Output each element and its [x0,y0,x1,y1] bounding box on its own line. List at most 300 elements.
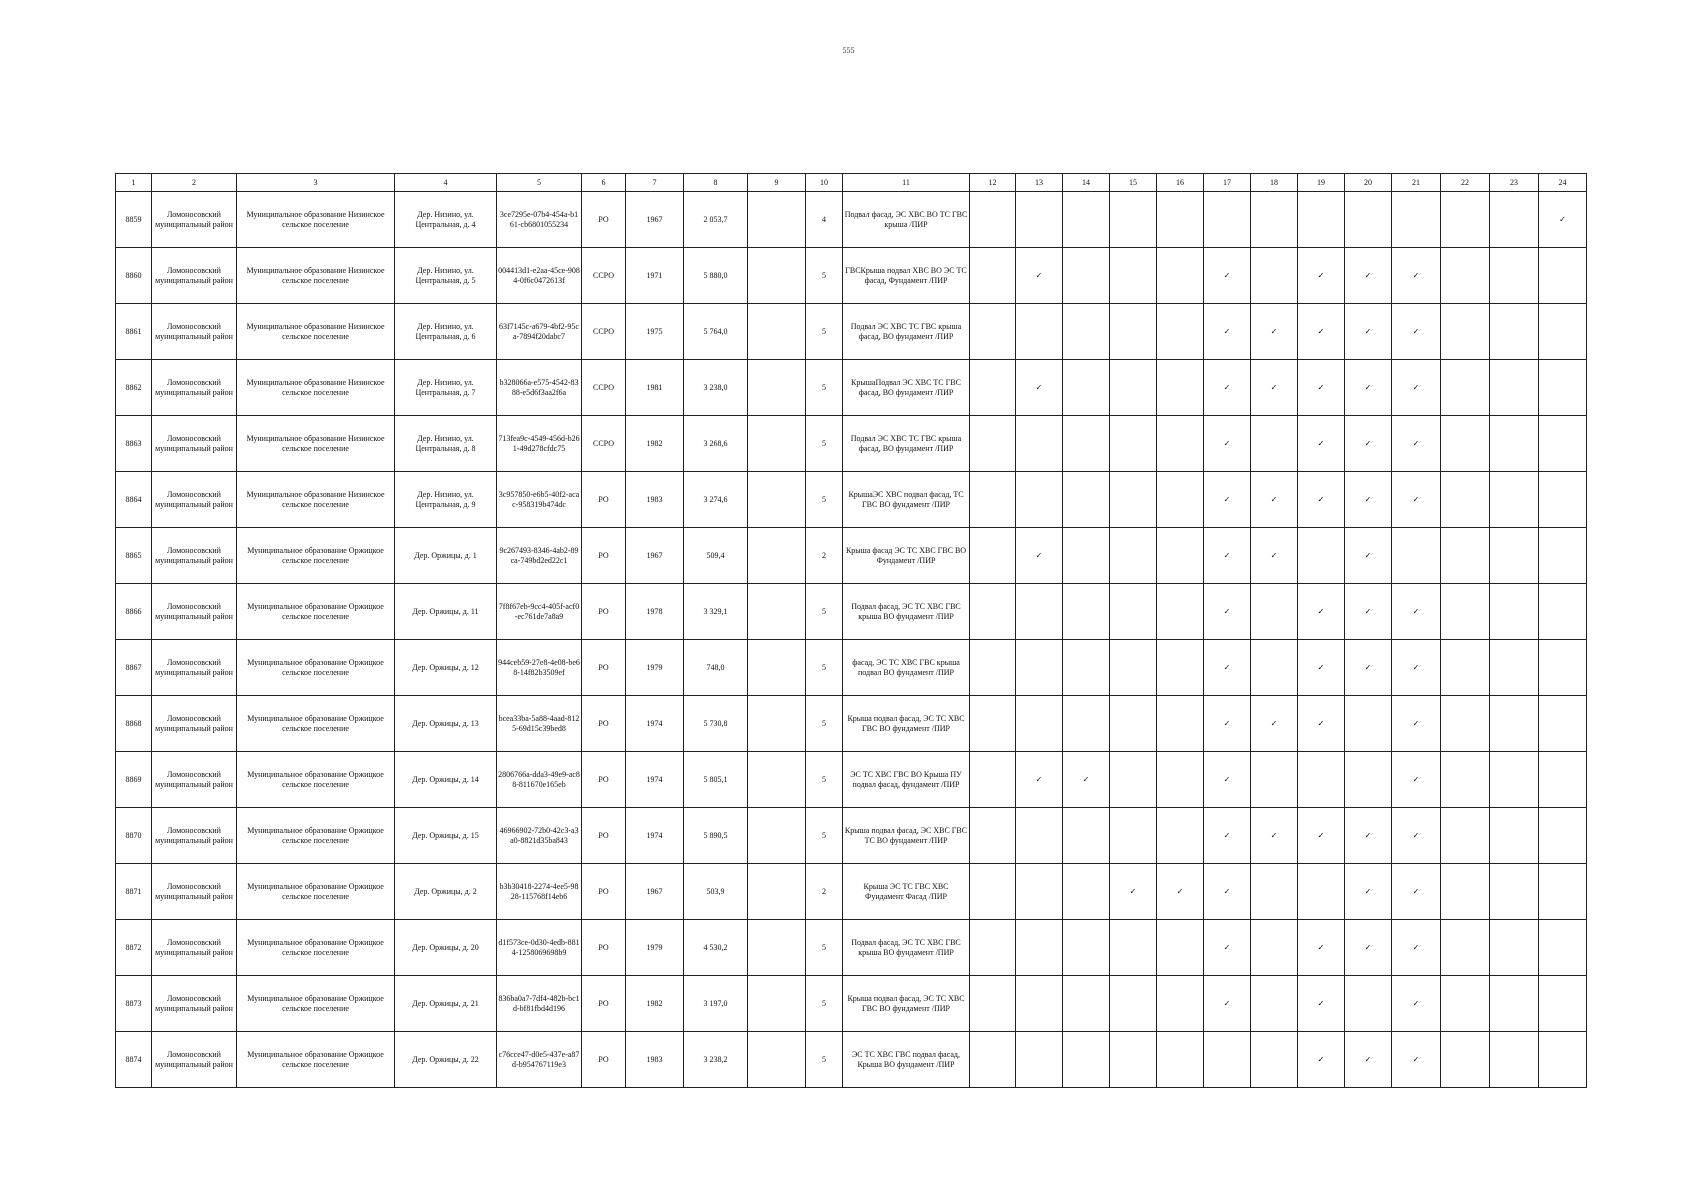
cell-num: 8862 [116,360,152,416]
empty-cell [1251,1032,1298,1088]
empty-cell [1441,416,1490,472]
empty-cell [1110,976,1157,1032]
column-header: 7 [626,174,684,192]
cell-type: РО [582,1032,626,1088]
cell-district: Ломоносовский муниципальный район [152,752,237,808]
column-header: 15 [1110,174,1157,192]
empty-cell [1251,640,1298,696]
check-mark: ✓ [1392,864,1441,920]
table-row [116,640,1587,696]
empty-cell [1490,192,1539,248]
check-mark: ✓ [1392,920,1441,976]
empty-cell [1063,640,1110,696]
cell-floors: 5 [806,920,843,976]
cell-municipality: Муниципальное образование Низинское сельское поселение [237,248,395,304]
cell-municipality: Муниципальное образование Оржицкое сельское поселение [237,752,395,808]
empty-cell [1490,584,1539,640]
empty-cell [1157,304,1204,360]
check-mark: ✓ [1204,976,1251,1032]
check-mark: ✓ [1204,360,1251,416]
cell-c9 [748,696,806,752]
cell-guid: 46966902-72b0-42c3-a3a0-8821d35ba843 [497,808,582,864]
empty-cell [1539,864,1587,920]
empty-cell [1441,584,1490,640]
cell-guid: 836ba0a7-7df4-482b-bc1d-bf81fbd4d196 [497,976,582,1032]
cell-floors: 5 [806,640,843,696]
empty-cell [1345,976,1392,1032]
cell-municipality: Муниципальное образование Оржицкое сельское поселение [237,584,395,640]
empty-cell [970,808,1016,864]
cell-address: Дер. Оржицы, д. 14 [395,752,497,808]
empty-cell [1157,528,1204,584]
empty-cell [1441,248,1490,304]
check-mark: ✓ [1298,920,1345,976]
check-mark: ✓ [1298,1032,1345,1088]
table-row [116,528,1587,584]
empty-cell [1157,472,1204,528]
empty-cell [970,1032,1016,1088]
check-mark: ✓ [1251,472,1298,528]
cell-address: Дер. Низино, ул. Центральная, д. 9 [395,472,497,528]
cell-district: Ломоносовский муниципальный район [152,976,237,1032]
empty-cell [1539,1032,1587,1088]
cell-c9 [748,248,806,304]
cell-floors: 5 [806,304,843,360]
cell-works: Подвал фасад, ЭС ТС ХВС ГВС крыша ВО фундамент /ПИР [843,920,970,976]
check-mark: ✓ [1204,752,1251,808]
cell-address: Дер. Оржицы, д. 12 [395,640,497,696]
check-mark: ✓ [1539,192,1587,248]
cell-guid: b3b30418-2274-4ee5-9828-115768f14eb6 [497,864,582,920]
cell-works: Крыша фасад ЭС ТС ХВС ГВС ВО Фундамент /ПИР [843,528,970,584]
cell-type: РО [582,192,626,248]
cell-num: 8864 [116,472,152,528]
cell-c9 [748,192,806,248]
cell-floors: 5 [806,248,843,304]
empty-cell [1110,304,1157,360]
column-header: 9 [748,174,806,192]
empty-cell [1110,472,1157,528]
check-mark: ✓ [1110,864,1157,920]
empty-cell [1539,304,1587,360]
cell-works: Крыша ЭС ТС ГВС ХВС Фундамент Фасад /ПИР [843,864,970,920]
empty-cell [1392,192,1441,248]
empty-cell [1063,472,1110,528]
cell-guid: c76cce47-d0e5-437e-a87d-b954767119e3 [497,1032,582,1088]
cell-num: 8863 [116,416,152,472]
empty-cell [970,248,1016,304]
empty-cell [1110,584,1157,640]
cell-c9 [748,360,806,416]
check-mark: ✓ [1392,1032,1441,1088]
empty-cell [1539,920,1587,976]
cell-area: 509,4 [684,528,748,584]
cell-municipality: Муниципальное образование Оржицкое сельское поселение [237,640,395,696]
cell-district: Ломоносовский муниципальный район [152,416,237,472]
check-mark: ✓ [1345,248,1392,304]
cell-area: 5 764,0 [684,304,748,360]
check-mark: ✓ [1298,696,1345,752]
cell-area: 5 880,0 [684,248,748,304]
empty-cell [1539,248,1587,304]
cell-type: РО [582,752,626,808]
column-header: 20 [1345,174,1392,192]
cell-district: Ломоносовский муниципальный район [152,640,237,696]
column-header: 4 [395,174,497,192]
column-header: 17 [1204,174,1251,192]
check-mark: ✓ [1298,808,1345,864]
cell-address: Дер. Оржицы, д. 2 [395,864,497,920]
empty-cell [1490,696,1539,752]
check-mark: ✓ [1298,976,1345,1032]
cell-municipality: Муниципальное образование Оржицкое сельское поселение [237,696,395,752]
cell-works: Подвал ЭС ХВС ТС ГВС крыша фасад, ВО фундамент /ПИР [843,304,970,360]
cell-works: Крыша подвал фасад, ЭС ХВС ГВС ТС ВО фундамент /ПИР [843,808,970,864]
cell-num: 8866 [116,584,152,640]
cell-address: Дер. Низино, ул. Центральная, д. 8 [395,416,497,472]
table-row [116,808,1587,864]
empty-cell [1539,640,1587,696]
check-mark: ✓ [1345,640,1392,696]
table-row [116,976,1587,1032]
empty-cell [1490,976,1539,1032]
empty-cell [1539,528,1587,584]
empty-cell [1157,640,1204,696]
cell-works: Подвал фасад, ЭС ТС ХВС ГВС крыша ВО фундамент /ПИР [843,584,970,640]
empty-cell [1016,920,1063,976]
cell-type: РО [582,864,626,920]
empty-cell [1157,360,1204,416]
empty-cell [1063,360,1110,416]
cell-area: 3 197,0 [684,976,748,1032]
cell-guid: d1f573ce-0d30-4edb-8814-1258069698b9 [497,920,582,976]
empty-cell [1441,1032,1490,1088]
empty-cell [1490,360,1539,416]
empty-cell [1110,192,1157,248]
empty-cell [1063,584,1110,640]
column-header: 24 [1539,174,1587,192]
table-row [116,696,1587,752]
cell-floors: 2 [806,864,843,920]
register-table [115,173,1587,1088]
empty-cell [1539,976,1587,1032]
column-header: 13 [1016,174,1063,192]
check-mark: ✓ [1016,248,1063,304]
check-mark: ✓ [1298,248,1345,304]
empty-cell [1490,248,1539,304]
empty-cell [1063,864,1110,920]
table-body [116,192,1587,1088]
column-header: 10 [806,174,843,192]
cell-district: Ломоносовский муниципальный район [152,696,237,752]
cell-address: Дер. Низино, ул. Центральная, д. 4 [395,192,497,248]
empty-cell [1157,752,1204,808]
cell-floors: 5 [806,584,843,640]
empty-cell [1157,808,1204,864]
empty-cell [1490,752,1539,808]
cell-year: 1979 [626,640,684,696]
empty-cell [1016,696,1063,752]
cell-district: Ломоносовский муниципальный район [152,248,237,304]
cell-year: 1974 [626,696,684,752]
empty-cell [1441,640,1490,696]
cell-year: 1983 [626,472,684,528]
empty-cell [1441,752,1490,808]
empty-cell [1157,920,1204,976]
empty-cell [1063,920,1110,976]
table-row [116,920,1587,976]
empty-cell [1490,1032,1539,1088]
column-header: 12 [970,174,1016,192]
empty-cell [1110,360,1157,416]
empty-cell [970,752,1016,808]
empty-cell [1298,752,1345,808]
check-mark: ✓ [1204,920,1251,976]
cell-floors: 2 [806,528,843,584]
cell-address: Дер. Оржицы, д. 13 [395,696,497,752]
table-row [116,752,1587,808]
column-header: 2 [152,174,237,192]
cell-num: 8870 [116,808,152,864]
column-header: 22 [1441,174,1490,192]
cell-year: 1974 [626,752,684,808]
cell-area: 5 890,5 [684,808,748,864]
empty-cell [1110,752,1157,808]
empty-cell [970,416,1016,472]
empty-cell [1063,416,1110,472]
cell-num: 8860 [116,248,152,304]
empty-cell [1441,808,1490,864]
check-mark: ✓ [1251,528,1298,584]
cell-works: Подвал ЭС ХВС ТС ГВС крыша фасад, ВО фундамент /ПИР [843,416,970,472]
cell-area: 3 329,1 [684,584,748,640]
empty-cell [1157,976,1204,1032]
cell-c9 [748,864,806,920]
cell-year: 1982 [626,416,684,472]
cell-num: 8874 [116,1032,152,1088]
cell-num: 8867 [116,640,152,696]
cell-year: 1975 [626,304,684,360]
cell-district: Ломоносовский муниципальный район [152,864,237,920]
empty-cell [1063,192,1110,248]
empty-cell [1441,864,1490,920]
column-header: 11 [843,174,970,192]
cell-district: Ломоносовский муниципальный район [152,584,237,640]
check-mark: ✓ [1204,640,1251,696]
cell-area: 2 053,7 [684,192,748,248]
cell-guid: 3ce7295e-07b4-454a-b161-cb6801055234 [497,192,582,248]
check-mark: ✓ [1345,920,1392,976]
empty-cell [970,864,1016,920]
cell-area: 3 274,6 [684,472,748,528]
cell-type: ССРО [582,360,626,416]
empty-cell [1063,696,1110,752]
empty-cell [1345,752,1392,808]
empty-cell [1110,696,1157,752]
cell-floors: 4 [806,192,843,248]
empty-cell [1110,808,1157,864]
cell-floors: 5 [806,360,843,416]
cell-c9 [748,304,806,360]
cell-municipality: Муниципальное образование Оржицкое сельское поселение [237,1032,395,1088]
cell-district: Ломоносовский муниципальный район [152,192,237,248]
check-mark: ✓ [1016,360,1063,416]
empty-cell [970,192,1016,248]
empty-cell [1298,528,1345,584]
cell-municipality: Муниципальное образование Оржицкое сельское поселение [237,528,395,584]
check-mark: ✓ [1298,472,1345,528]
empty-cell [1441,472,1490,528]
cell-works: Крыша подвал фасад, ЭС ТС ХВС ГВС ВО фундамент /ПИР [843,976,970,1032]
cell-municipality: Муниципальное образование Низинское сельское поселение [237,304,395,360]
cell-num: 8872 [116,920,152,976]
header-row [116,174,1587,192]
cell-year: 1982 [626,976,684,1032]
check-mark: ✓ [1298,416,1345,472]
empty-cell [1539,808,1587,864]
check-mark: ✓ [1298,640,1345,696]
cell-guid: 004413d1-e2aa-45ce-9084-0f6c0472613f [497,248,582,304]
empty-cell [1251,584,1298,640]
empty-cell [1392,528,1441,584]
empty-cell [1157,416,1204,472]
empty-cell [1345,696,1392,752]
check-mark: ✓ [1251,360,1298,416]
empty-cell [1539,752,1587,808]
cell-municipality: Муниципальное образование Оржицкое сельское поселение [237,808,395,864]
check-mark: ✓ [1392,976,1441,1032]
empty-cell [1441,192,1490,248]
empty-cell [1539,696,1587,752]
cell-floors: 5 [806,1032,843,1088]
cell-works: ЭС ТС ХВС ГВС подвал фасад, Крыша ВО фундамент /ПИР [843,1032,970,1088]
cell-area: 5 805,1 [684,752,748,808]
empty-cell [1441,696,1490,752]
column-header: 14 [1063,174,1110,192]
empty-cell [1063,1032,1110,1088]
empty-cell [1539,360,1587,416]
empty-cell [1157,1032,1204,1088]
empty-cell [1157,248,1204,304]
cell-num: 8873 [116,976,152,1032]
cell-year: 1971 [626,248,684,304]
empty-cell [970,976,1016,1032]
cell-address: Дер. Низино, ул. Центральная, д. 5 [395,248,497,304]
check-mark: ✓ [1204,304,1251,360]
cell-address: Дер. Низино, ул. Центральная, д. 7 [395,360,497,416]
cell-district: Ломоносовский муниципальный район [152,472,237,528]
check-mark: ✓ [1204,248,1251,304]
cell-area: 5 730,8 [684,696,748,752]
cell-floors: 5 [806,416,843,472]
check-mark: ✓ [1204,864,1251,920]
cell-works: ГВСКрыша подвал ХВС ВО ЭС ТС фасад, Фундамент /ПИР [843,248,970,304]
cell-type: ССРО [582,304,626,360]
cell-num: 8861 [116,304,152,360]
empty-cell [1441,360,1490,416]
cell-guid: b328066a-e575-4542-8388-e5d6f3aa2f6a [497,360,582,416]
cell-type: РО [582,584,626,640]
cell-year: 1978 [626,584,684,640]
column-header: 1 [116,174,152,192]
empty-cell [1251,248,1298,304]
empty-cell [1016,976,1063,1032]
cell-works: Крыша подвал фасад, ЭС ТС ХВС ГВС ВО фундамент /ПИР [843,696,970,752]
cell-guid: 2806766a-dda3-49e9-ac88-811670e165eb [497,752,582,808]
cell-works: ЭС ТС ХВС ГВС ВО Крыша ПУ подвал фасад, фундамент /ПИР [843,752,970,808]
empty-cell [1490,528,1539,584]
cell-area: 3 238,0 [684,360,748,416]
empty-cell [1016,304,1063,360]
empty-cell [1251,920,1298,976]
empty-cell [1251,976,1298,1032]
cell-floors: 5 [806,752,843,808]
cell-address: Дер. Оржицы, д. 22 [395,1032,497,1088]
check-mark: ✓ [1298,304,1345,360]
cell-c9 [748,752,806,808]
cell-type: РО [582,920,626,976]
cell-municipality: Муниципальное образование Низинское сельское поселение [237,360,395,416]
cell-guid: 9c267493-8346-4ab2-89ca-749bd2ed22c1 [497,528,582,584]
check-mark: ✓ [1392,416,1441,472]
empty-cell [1016,472,1063,528]
empty-cell [1298,864,1345,920]
empty-cell [970,584,1016,640]
check-mark: ✓ [1251,696,1298,752]
cell-year: 1981 [626,360,684,416]
check-mark: ✓ [1157,864,1204,920]
table-row [116,304,1587,360]
cell-year: 1967 [626,192,684,248]
check-mark: ✓ [1204,472,1251,528]
check-mark: ✓ [1345,584,1392,640]
check-mark: ✓ [1204,808,1251,864]
check-mark: ✓ [1392,640,1441,696]
empty-cell [1251,416,1298,472]
cell-num: 8871 [116,864,152,920]
cell-guid: 944ceb59-27e8-4e08-be68-14f82b3509ef [497,640,582,696]
cell-type: РО [582,640,626,696]
column-header: 18 [1251,174,1298,192]
cell-type: РО [582,528,626,584]
empty-cell [1441,528,1490,584]
table-row [116,192,1587,248]
check-mark: ✓ [1251,304,1298,360]
column-header: 6 [582,174,626,192]
check-mark: ✓ [1392,360,1441,416]
empty-cell [1016,416,1063,472]
empty-cell [1539,472,1587,528]
empty-cell [970,528,1016,584]
empty-cell [1441,976,1490,1032]
cell-floors: 5 [806,976,843,1032]
empty-cell [1490,640,1539,696]
cell-address: Дер. Низино, ул. Центральная, д. 6 [395,304,497,360]
empty-cell [970,472,1016,528]
cell-guid: 713fea9c-4549-456d-b261-49d278cfdc75 [497,416,582,472]
empty-cell [1110,920,1157,976]
cell-municipality: Муниципальное образование Низинское сельское поселение [237,416,395,472]
empty-cell [1063,248,1110,304]
cell-floors: 5 [806,472,843,528]
empty-cell [1063,976,1110,1032]
check-mark: ✓ [1345,864,1392,920]
empty-cell [1490,920,1539,976]
column-header: 8 [684,174,748,192]
cell-address: Дер. Оржицы, д. 15 [395,808,497,864]
cell-num: 8868 [116,696,152,752]
cell-floors: 5 [806,808,843,864]
